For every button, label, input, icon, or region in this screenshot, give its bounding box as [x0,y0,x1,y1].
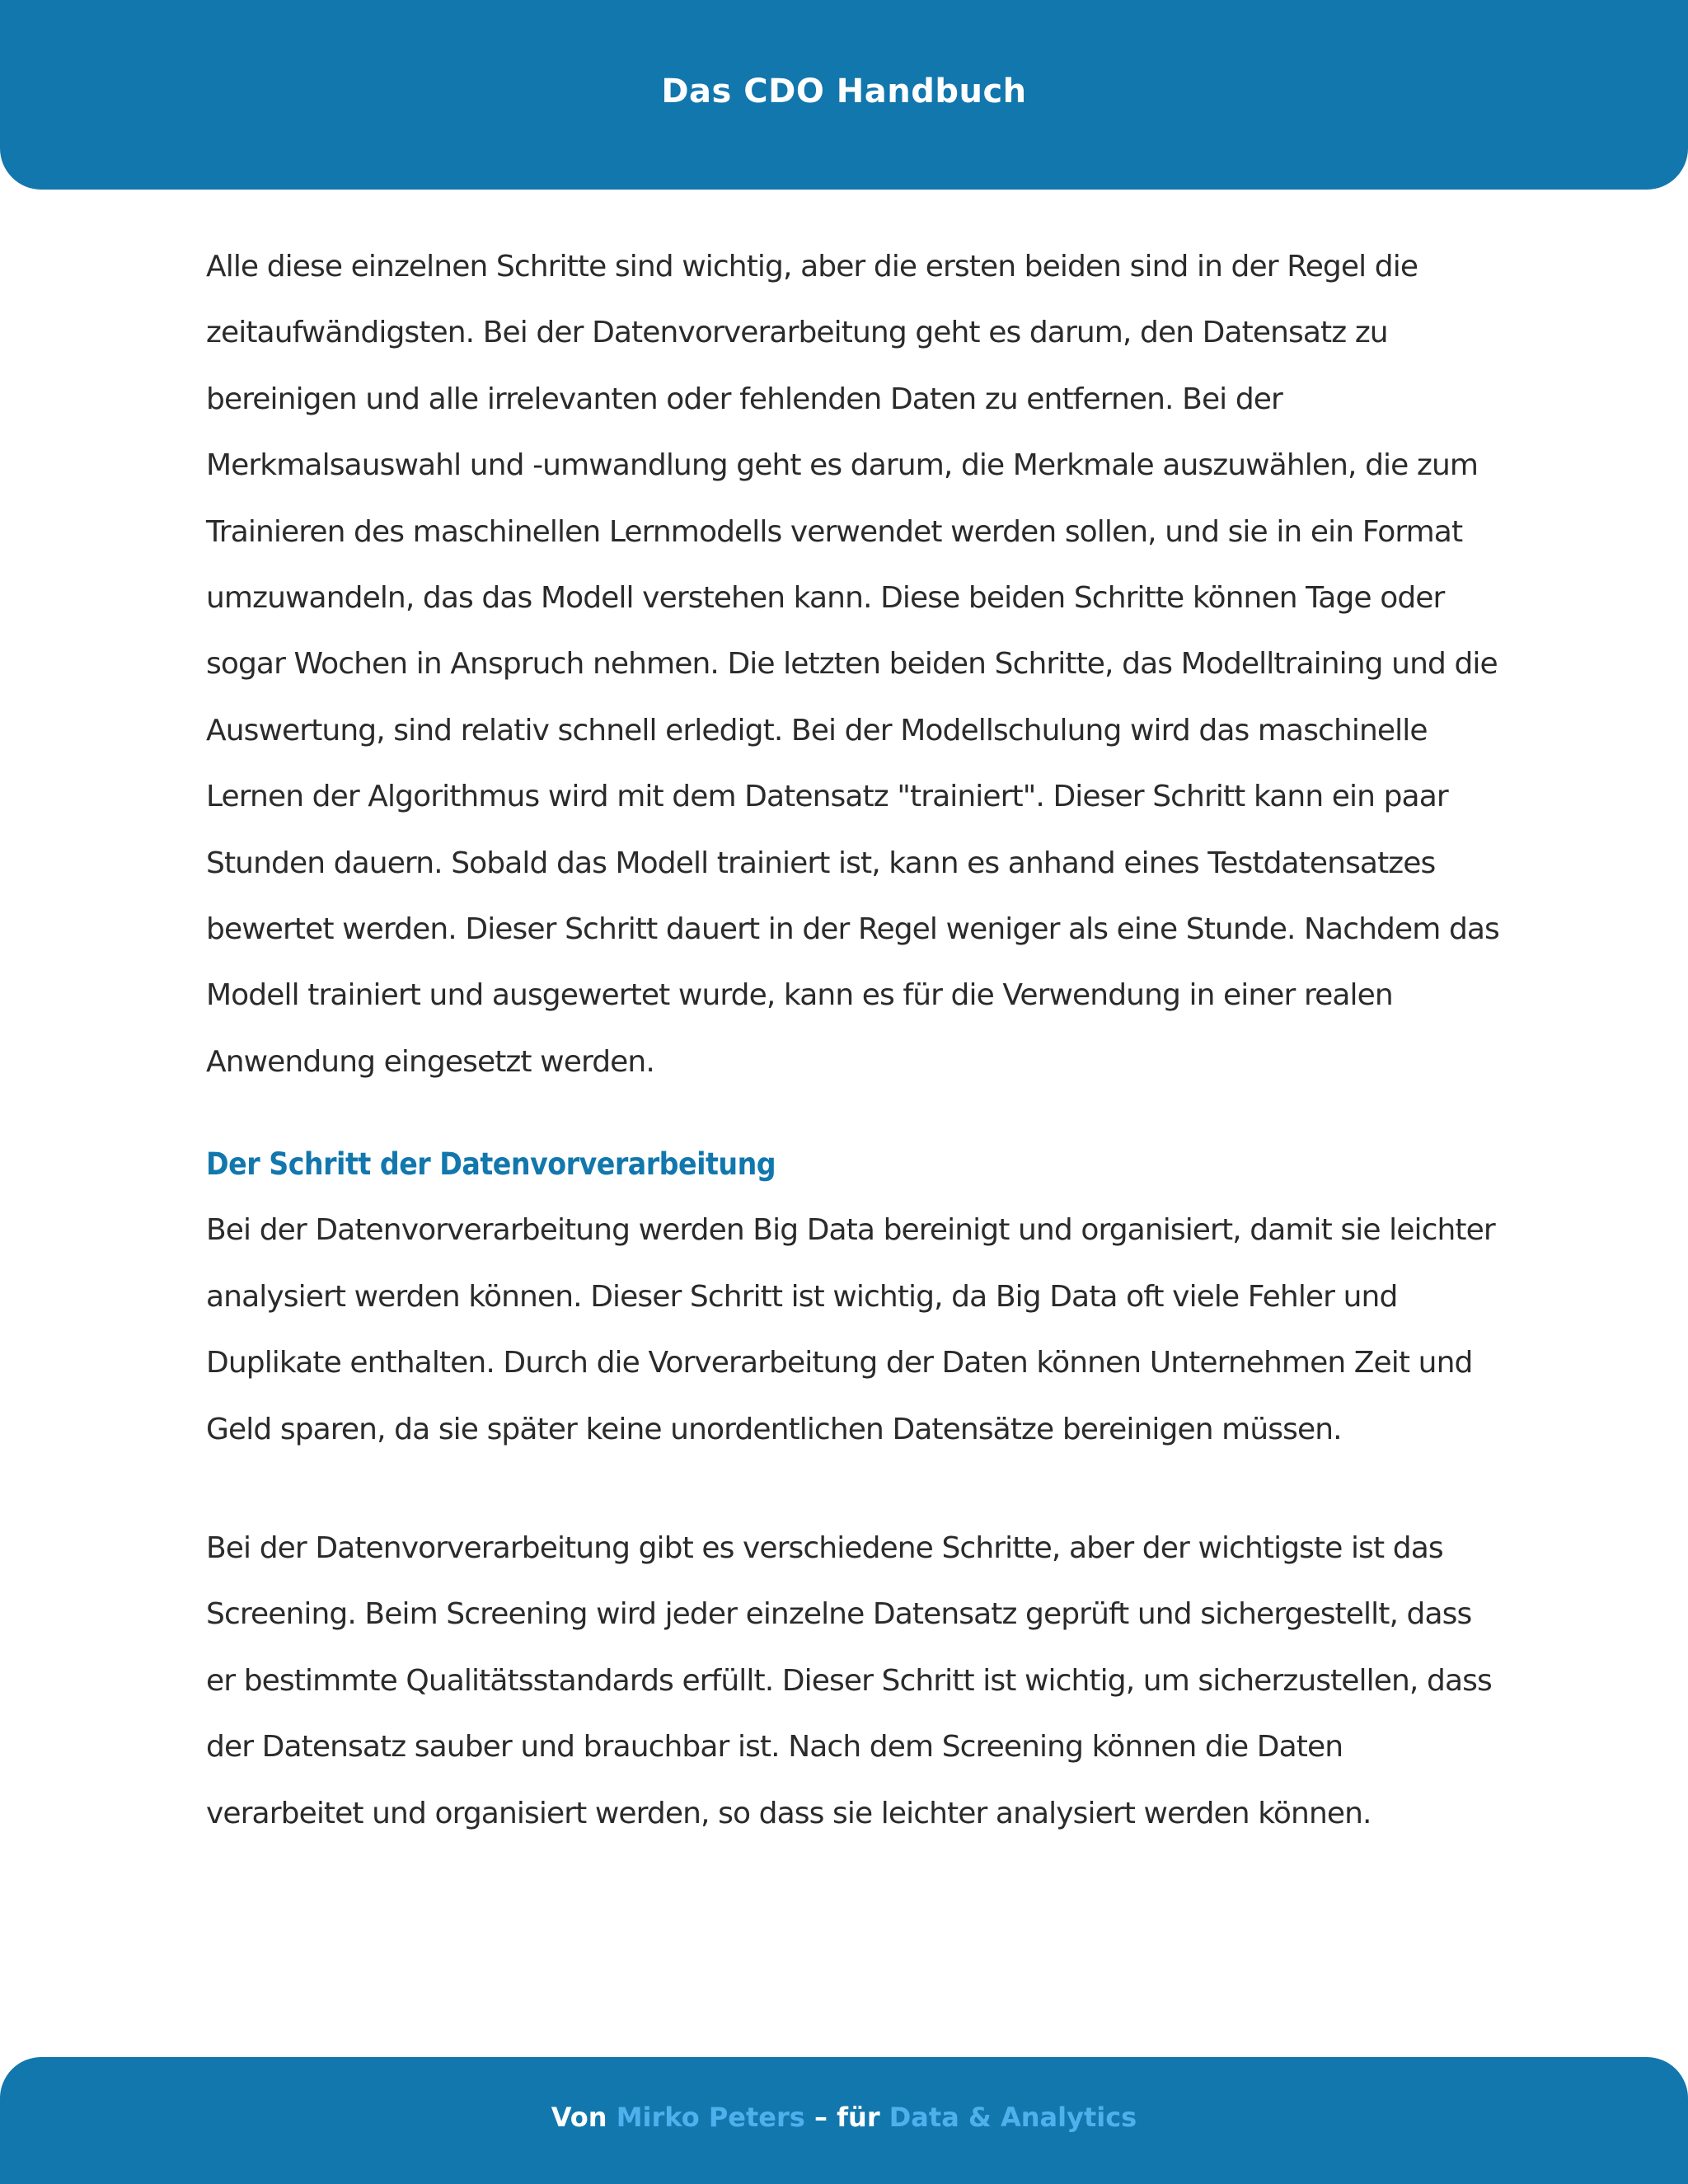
footer-prefix: Von [551,2102,607,2133]
footer-credit [0,2102,1688,2133]
body-paragraph-3: Bei der Datenvorverarbeitung gibt es verschiedene Schritte, aber der wichtigste ist das Screening. Beim Screening wird jeder einzelne Datensatz geprüft und sichergestellt, dass er bestimmte Qualitätsstandards erfüllt. Dieser Schritt ist wichtig, um sicherzustellen, dass der Datensatz sauber und brauchbar ist. Nach dem Screening können die Daten verarbeitet und organisiert werden, so dass sie leichter analysiert werden können. [206,1530,1492,1830]
footer-separator: – für [814,2102,880,2133]
body-paragraph-1: Alle diese einzelnen Schritte sind wichtig, aber die ersten beiden sind in der Regel die zeitaufwändigsten. Bei der Datenvorverarbeitung geht es darum, den Datensatz zu bereinigen und alle irrelevanten oder fehlenden Daten zu entfernen. Bei der Merkmalsauswahl und -umwandlung geht es darum, die Merkmale auszuwählen, die zum Trainieren des maschinellen Lernmodells verwendet werden sollen, und sie in ein Format umzuwandeln, das das Modell verstehen kann. Diese beiden Schritte können Tage oder sogar Wochen in Anspruch nehmen. Die letzten beiden Schritte, das Modelltraining und die Auswertung, sind relativ schnell erledigt. Bei der Modellschulung wird das maschinelle Lernen der Algorithmus wird mit dem Datensatz "trainiert". Dieser Schritt kann ein paar Stunden dauern. Sobald das Modell trainiert ist, kann es anhand eines Testdatensatzes bewertet werden. Dieser Schritt dauert in der Regel weniger als eine Stunde. Nachdem das Modell trainiert und ausgewertet wurde, kann es für die Verwendung in einer realen Anwendung eingesetzt werden. [206,250,1499,1079]
section-heading: Der Schritt der Datenvorverarbeitung [206,1146,776,1183]
footer-organization: Data & Analytics [889,2102,1137,2133]
page-footer [0,2057,1688,2184]
page-content [206,234,1508,1847]
body-paragraph-2: Bei der Datenvorverarbeitung werden Big Data bereinigt und organisiert, damit sie leichter analysiert werden können. Dieser Schritt ist wichtig, da Big Data oft viele Fehler und Duplikate enthalten. Durch die Vorverarbeitung der Daten können Unternehmen Zeit und Geld sparen, da sie später keine unordentlichen Datensätze bereinigen müssen. [206,1213,1495,1446]
footer-author: Mirko Peters [616,2102,805,2133]
document-title: Das CDO Handbuch [661,73,1027,110]
page-header [0,0,1688,190]
